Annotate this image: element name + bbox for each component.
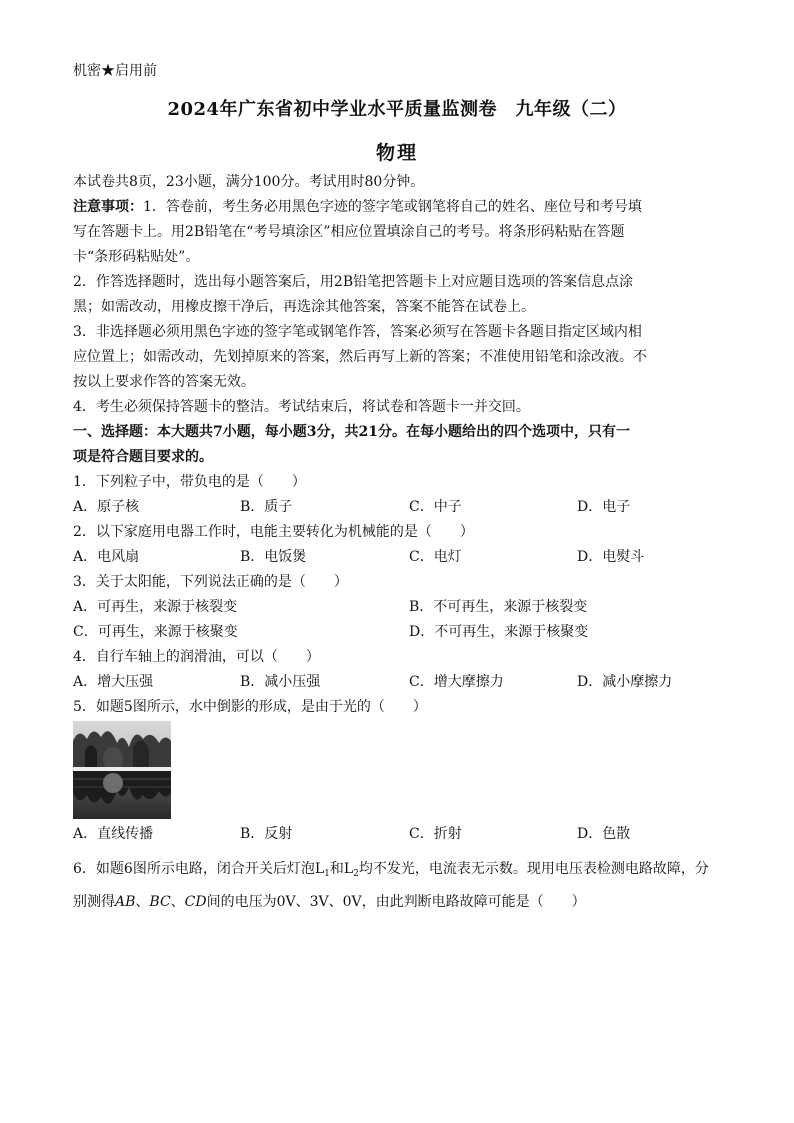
question-5-option-b: B．反射 [240, 826, 293, 842]
q6-text-d: 间的电压为0V、3V、0V，由此判断电路故障可能是（ ） [206, 894, 586, 910]
notice-1a: 1．答卷前，考生务必用黑色字迹的签字笔或钢笔将自己的姓名、座位号和考号填 [143, 199, 642, 215]
question-5-option-c: C．折射 [409, 826, 462, 842]
q6-text-b: 均不发光，电流表无示数。现用电压表检测电路故障，分 [358, 861, 709, 877]
subject-title: 物理 [375, 142, 418, 164]
question-3-stem: 3．关于太阳能，下列说法正确的是（ ） [73, 574, 348, 590]
segment-ab: AB [115, 894, 136, 910]
question-4-stem: 4．自行车轴上的润滑油，可以（ ） [73, 649, 320, 665]
question-4-option-b: B．减小压强 [240, 674, 321, 690]
q6-and: 和 [329, 861, 344, 877]
section-heading-line-1: 一、选择题：本大题共7小题，每小题3分，共21分。在每小题给出的四个选项中，只有一 [73, 424, 630, 440]
question-2-option-c: C．电灯 [409, 549, 462, 565]
lamp-l2-label: $L_2$ [343, 861, 359, 879]
question-1-option-b: B．质子 [240, 499, 293, 515]
notice-line-1 [73, 198, 723, 216]
question-4-option-d: D．减小摩擦力 [577, 674, 673, 690]
question-5-option-d: D．色散 [577, 826, 631, 842]
notice-2a: 2．作答选择题时，选出每小题答案后，用2B铅笔把答题卡上对应题目选项的答案信息点涂 [73, 274, 634, 290]
notice-3a: 3．非选择题必须用黑色字迹的签字笔或钢笔作答，答案必须写在答题卡各题目指定区域内相 [73, 324, 642, 340]
notice-4: 4．考生必须保持答题卡的整洁。考试结束后，将试卷和答题卡一并交回。 [73, 399, 530, 415]
question-1-option-a: A．原子核 [73, 499, 140, 515]
question-2-option-a: A．电风扇 [73, 549, 140, 565]
segment-bc: BC [149, 894, 171, 910]
notice-label: 注意事项： [73, 199, 143, 215]
exam-title: 2024年广东省初中学业水平质量监测卷 九年级（二） [167, 99, 627, 120]
question-4-option-a: A．增大压强 [73, 674, 154, 690]
question-3-option-d: D．不可再生，来源于核聚变 [409, 624, 589, 640]
q6-text-c: 别测得 [73, 894, 115, 910]
question-2-stem: 2．以下家庭用电器工作时，电能主要转化为机械能的是（ ） [73, 524, 474, 540]
notice-2b: 黑；如需改动，用橡皮擦干净后，再选涂其他答案，答案不能答在试卷上。 [73, 299, 535, 315]
question-1-option-c: C．中子 [409, 499, 462, 515]
question-5-option-a: A．直线传播 [73, 826, 154, 842]
notice-1b: 写在答题卡上。用2B铅笔在“考号填涂区”相应位置填涂自己的考号。将条形码粘贴在答题 [73, 224, 625, 240]
question-6-stem-line-1 [73, 860, 723, 878]
question-6-stem-line-2: 别测得AB、BC、CD间的电压为0V、3V、0V，由此判断电路故障可能是（ ） [73, 894, 586, 910]
question-3-option-c: C．可再生，来源于核聚变 [73, 624, 238, 640]
section-heading-line-2: 项是符合题目要求的。 [73, 449, 213, 465]
confidential-label: 机密★启用前 [73, 63, 157, 79]
question-5-stem: 5．如题5图所示，水中倒影的形成，是由于光的（ ） [73, 699, 427, 715]
question-2-option-b: B．电饭煲 [240, 549, 307, 565]
reflection-photo [73, 721, 171, 819]
question-1-stem: 1．下列粒子中，带负电的是（ ） [73, 474, 306, 490]
q6-text-a: 6．如题6图所示电路，闭合开关后灯泡 [73, 861, 315, 877]
question-2-option-d: D．电熨斗 [577, 549, 645, 565]
notice-3b: 应位置上；如需改动，先划掉原来的答案，然后再写上新的答案；不准使用铅笔和涂改液。不 [73, 349, 647, 365]
question-1-option-d: D．电子 [577, 499, 631, 515]
notice-1c: 卡“条形码粘贴处”。 [73, 249, 200, 265]
lamp-l1-label: $L_1$ [314, 861, 330, 879]
segment-cd: CD [184, 894, 207, 910]
notice-3c: 按以上要求作答的答案无效。 [73, 374, 255, 390]
question-3-option-a: A．可再生，来源于核裂变 [73, 599, 238, 615]
question-4-option-c: C．增大摩擦力 [409, 674, 504, 690]
question-3-option-b: B．不可再生，来源于核裂变 [409, 599, 588, 615]
exam-info: 本试卷共8页，23小题，满分100分。考试用时80分钟。 [73, 174, 425, 190]
